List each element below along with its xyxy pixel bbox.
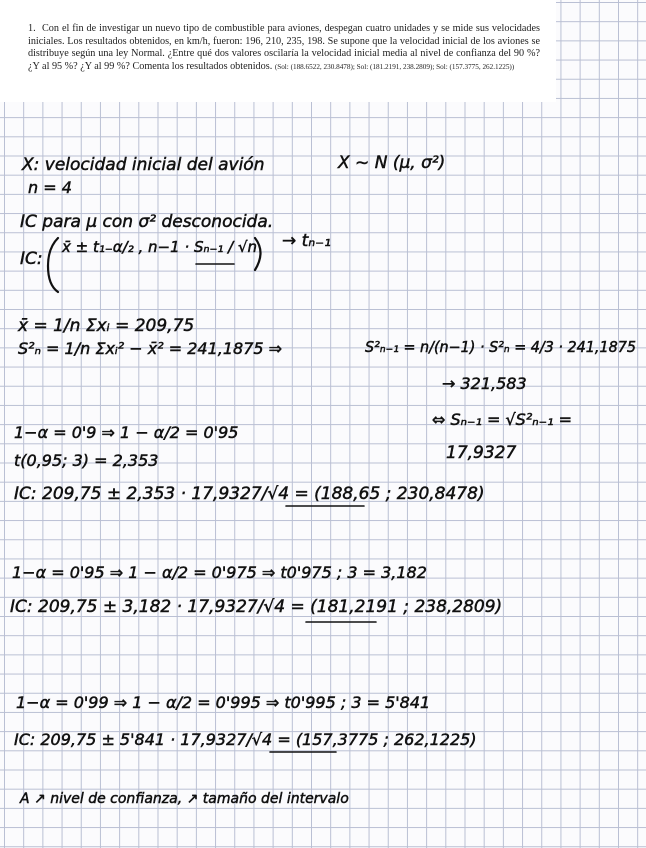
note-ic-label: IC: xyxy=(20,249,43,269)
note-alpha-95: 1−α = 0'95 ⇒ 1 − α/2 = 0'975 ⇒ t0'975 ; 3 = 3,182 xyxy=(12,563,427,582)
note-distribution: X ~ N (μ, σ²) xyxy=(338,153,446,173)
note-quasi-sd: ⇔ Sₙ₋₁ = √S²ₙ₋₁ = xyxy=(432,410,572,429)
problem-number: 1. xyxy=(28,23,36,34)
note-mean: x̄ = 1/n Σxᵢ = 209,75 xyxy=(18,316,195,336)
note-comment: A ↗ nivel de confianza, ↗ tamaño del intervalo xyxy=(20,791,349,807)
problem-statement xyxy=(0,0,556,102)
note-ic-formula: x̄ ± t₁₋α/₂ , n−1 · Sₙ₋₁ / √n xyxy=(62,238,258,256)
problem-text: Con el fin de investigar un nuevo tipo de combustible para aviones, despegan cuatro unidades y se mide sus velocidades iniciales. Los resultados obtenidos, en km/h, fueron: 196, 210, 235, 198. Se supone que la velocidad inicial de los aviones se distribuye según una ley Normal. ¿Entre qué dos valores oscilaría la velocidad inicial media al nivel de confianza del 90 %? ¿Y al 95 %? ¿Y al 99 %? Comenta los resultados obtenidos. xyxy=(28,23,540,72)
note-ic-99: IC: 209,75 ± 5'841 · 17,9327/√4 = (157,3775 ; 262,1225) xyxy=(14,730,477,749)
note-quasi-variance-result: → 321,583 xyxy=(442,374,527,393)
note-t-90: t(0,95; 3) = 2,353 xyxy=(14,451,159,470)
note-variance: S²ₙ = 1/n Σxᵢ² − x̄² = 241,1875 ⇒ xyxy=(18,339,283,358)
note-ic-heading: IC para μ con σ² desconocida. xyxy=(20,212,274,232)
note-ic-95: IC: 209,75 ± 3,182 · 17,9327/√4 = (181,2191 ; 238,2809) xyxy=(10,597,503,617)
note-sample-size: n = 4 xyxy=(28,178,72,197)
note-ic-90: IC: 209,75 ± 2,353 · 17,9327/√4 = (188,65 ; 230,8478) xyxy=(14,484,485,504)
note-alpha-99: 1−α = 0'99 ⇒ 1 − α/2 = 0'995 ⇒ t0'995 ; 3 = 5'841 xyxy=(16,693,431,712)
note-alpha-90: 1−α = 0'9 ⇒ 1 − α/2 = 0'95 xyxy=(14,423,239,442)
note-variable-definition: X: velocidad inicial del avión xyxy=(22,155,265,175)
note-quasi-sd-value: 17,9327 xyxy=(446,443,517,463)
problem-paragraph xyxy=(28,23,540,73)
note-quasi-variance: S²ₙ₋₁ = n/(n−1) · S²ₙ = 4/3 · 241,1875 xyxy=(365,338,636,356)
note-t-distribution: → tₙ₋₁ xyxy=(282,231,331,251)
problem-solution: (Sol: (188.6522, 230.8478); Sol: (181.2191, 238.2809); Sol: (157.3775, 262.1225)) xyxy=(274,62,515,71)
